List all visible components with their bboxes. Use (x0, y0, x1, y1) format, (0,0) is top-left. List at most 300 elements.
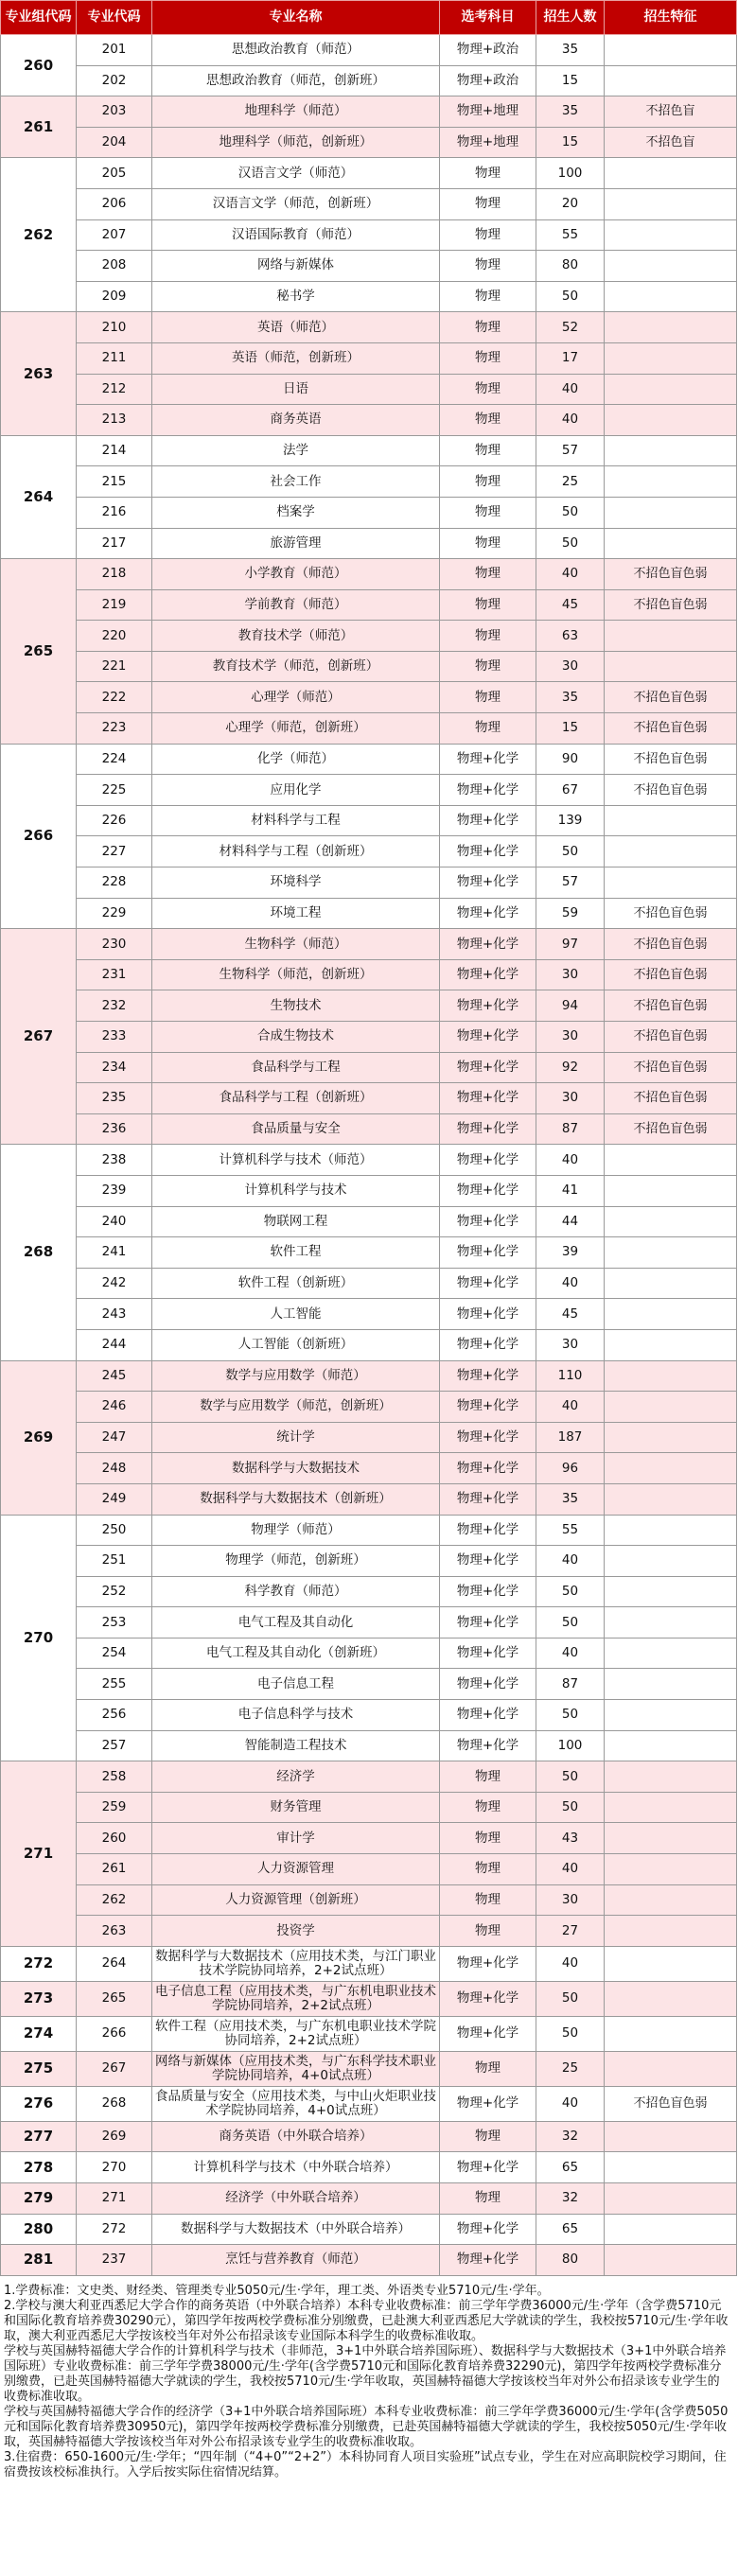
quota-cell: 50 (536, 1607, 605, 1638)
major-name-cell: 数据科学与大数据技术 (152, 1453, 440, 1484)
subjects-cell: 物理+化学 (440, 1113, 536, 1145)
subjects-cell: 物理+地理 (440, 96, 536, 128)
group-code-cell: 271 (1, 1761, 77, 1947)
subjects-cell: 物理 (440, 251, 536, 282)
major-name-cell: 法学 (152, 435, 440, 466)
quota-cell: 50 (536, 2016, 605, 2051)
feature-cell: 不招色盲色弱 (605, 559, 737, 590)
major-name-cell: 网络与新媒体 (152, 251, 440, 282)
feature-cell (605, 1145, 737, 1176)
table-row (1, 1299, 737, 1330)
group-code-cell: 265 (1, 559, 77, 745)
feature-cell (605, 1884, 737, 1916)
major-code-cell: 252 (77, 1576, 152, 1607)
subjects-cell: 物理+化学 (440, 775, 536, 806)
quota-cell: 27 (536, 1916, 605, 1947)
subjects-cell: 物理+化学 (440, 1237, 536, 1269)
major-code-cell: 239 (77, 1175, 152, 1206)
footnotes (0, 2276, 736, 2484)
footnote: 学校与英国赫特福德大学合作的计算机科学与技术（非师范，3+1中外联合培养国际班）、数据科学与大数据技术（3+1中外联合培养国际班）专业收费标准：前三学年学费38000元/生·学年(含学费5710元和国际化教育培养费32290元)，第四学年按两校学费标准分别缴费，已赴英国赫特福德大学就读的学生，我校按5710元/生·学年收取，英国赫特福德大学按该校当年对外公布招录该专业学生的收费标准收取。 (4, 2343, 727, 2404)
table-row (1, 929, 737, 960)
subjects-cell: 物理+化学 (440, 1515, 536, 1546)
feature-cell (605, 188, 737, 219)
quota-cell: 17 (536, 342, 605, 374)
quota-cell: 40 (536, 1268, 605, 1299)
table-row (1, 1946, 737, 1981)
quota-cell: 30 (536, 1083, 605, 1114)
table-row (1, 1792, 737, 1823)
major-code-cell: 220 (77, 621, 152, 652)
major-name-cell: 物理学（师范，创新班） (152, 1546, 440, 1577)
header-features: 招生特征 (605, 1, 737, 35)
major-name-cell: 网络与新媒体（应用技术类，与广东科学技术职业学院协同培养，4+0试点班） (152, 2051, 440, 2086)
footnote: 学校与英国赫特福德大学合作的经济学（3+1中外联合培养国际班）本科专业收费标准：前三学年学费36000元/生·学年(含学费5050元和国际化教育培养费30950元)，第四学年按两校学费标准分别缴费，已赴英国赫特福德大学就读的学生，我校按5050元/生·学年收取，英国赫特福德大学按该校当年对外公布招录该专业学生的收费标准收取。 (4, 2404, 729, 2449)
table-row (1, 1761, 737, 1793)
quota-cell: 30 (536, 1022, 605, 1053)
major-name-cell: 地理科学（师范，创新班） (152, 127, 440, 158)
major-code-cell: 251 (77, 1546, 152, 1577)
subjects-cell: 物理 (440, 651, 536, 682)
table-row (1, 1483, 737, 1515)
quota-cell: 139 (536, 805, 605, 836)
table-row (1, 405, 737, 436)
major-name-cell: 环境科学 (152, 867, 440, 899)
table-row (1, 651, 737, 682)
major-name-cell: 旅游管理 (152, 528, 440, 559)
major-name-cell: 人工智能 (152, 1299, 440, 1330)
major-code-cell: 266 (77, 2016, 152, 2051)
subjects-cell: 物理+化学 (440, 1206, 536, 1237)
group-code-cell: 281 (1, 2245, 77, 2276)
major-code-cell: 255 (77, 1669, 152, 1700)
feature-cell (605, 497, 737, 528)
feature-cell (605, 1946, 737, 1981)
subjects-cell: 物理+化学 (440, 1022, 536, 1053)
major-name-cell: 英语（师范） (152, 312, 440, 343)
table-row (1, 1206, 737, 1237)
table-row (1, 1175, 737, 1206)
feature-cell: 不招色盲色弱 (605, 990, 737, 1022)
major-code-cell: 250 (77, 1515, 152, 1546)
quota-cell: 55 (536, 219, 605, 251)
major-code-cell: 225 (77, 775, 152, 806)
table-row (1, 1916, 737, 1947)
subjects-cell: 物理 (440, 374, 536, 405)
feature-cell: 不招色盲色弱 (605, 589, 737, 621)
group-code-cell: 269 (1, 1360, 77, 1515)
major-code-cell: 235 (77, 1083, 152, 1114)
subjects-cell: 物理 (440, 435, 536, 466)
subjects-cell: 物理+化学 (440, 2214, 536, 2245)
subjects-cell: 物理+化学 (440, 898, 536, 929)
major-name-cell: 数学与应用数学（师范，创新班） (152, 1392, 440, 1423)
subjects-cell: 物理 (440, 1916, 536, 1947)
major-code-cell: 268 (77, 2086, 152, 2121)
quota-cell: 187 (536, 1422, 605, 1453)
subjects-cell: 物理+政治 (440, 35, 536, 66)
major-name-cell: 经济学 (152, 1761, 440, 1793)
major-name-cell: 审计学 (152, 1823, 440, 1854)
quota-cell: 57 (536, 867, 605, 899)
subjects-cell: 物理+化学 (440, 805, 536, 836)
major-code-cell: 208 (77, 251, 152, 282)
major-code-cell: 219 (77, 589, 152, 621)
table-row (1, 2051, 737, 2086)
group-code-cell: 263 (1, 312, 77, 435)
feature-cell: 不招色盲色弱 (605, 1083, 737, 1114)
major-code-cell: 202 (77, 65, 152, 96)
major-code-cell: 259 (77, 1792, 152, 1823)
subjects-cell: 物理+地理 (440, 127, 536, 158)
table-row (1, 1360, 737, 1392)
major-name-cell: 计算机科学与技术（中外联合培养） (152, 2152, 440, 2183)
major-code-cell: 230 (77, 929, 152, 960)
major-name-cell: 教育技术学（师范，创新班） (152, 651, 440, 682)
major-name-cell: 材料科学与工程（创新班） (152, 836, 440, 867)
group-code-cell: 276 (1, 2086, 77, 2121)
major-name-cell: 日语 (152, 374, 440, 405)
major-code-cell: 227 (77, 836, 152, 867)
table-row (1, 867, 737, 899)
table-row (1, 96, 737, 128)
feature-cell (605, 1823, 737, 1854)
table-row (1, 1884, 737, 1916)
subjects-cell: 物理+化学 (440, 744, 536, 775)
subjects-cell: 物理 (440, 1761, 536, 1793)
subjects-cell: 物理+化学 (440, 836, 536, 867)
major-code-cell: 258 (77, 1761, 152, 1793)
quota-cell: 50 (536, 1700, 605, 1731)
major-name-cell: 地理科学（师范） (152, 96, 440, 128)
table-row (1, 312, 737, 343)
major-name-cell: 软件工程（创新班） (152, 1268, 440, 1299)
quota-cell: 55 (536, 1515, 605, 1546)
table-row (1, 1392, 737, 1423)
subjects-cell: 物理+化学 (440, 867, 536, 899)
quota-cell: 25 (536, 2051, 605, 2086)
major-name-cell: 人力资源管理（创新班） (152, 1884, 440, 1916)
subjects-cell: 物理+化学 (440, 1607, 536, 1638)
major-code-cell: 210 (77, 312, 152, 343)
feature-cell (605, 1360, 737, 1392)
major-name-cell: 环境工程 (152, 898, 440, 929)
table-row (1, 1981, 737, 2016)
group-code-cell: 272 (1, 1946, 77, 1981)
major-name-cell: 投资学 (152, 1916, 440, 1947)
major-code-cell: 226 (77, 805, 152, 836)
table-row (1, 775, 737, 806)
quota-cell: 57 (536, 435, 605, 466)
major-code-cell: 263 (77, 1916, 152, 1947)
major-name-cell: 数据科学与大数据技术（创新班） (152, 1483, 440, 1515)
subjects-cell: 物理 (440, 1884, 536, 1916)
major-code-cell: 216 (77, 497, 152, 528)
major-code-cell: 271 (77, 2183, 152, 2215)
quota-cell: 40 (536, 1946, 605, 1981)
subjects-cell: 物理 (440, 1854, 536, 1885)
table-row (1, 589, 737, 621)
feature-cell (605, 312, 737, 343)
major-name-cell: 数据科学与大数据技术（中外联合培养） (152, 2214, 440, 2245)
quota-cell: 50 (536, 836, 605, 867)
quota-cell: 50 (536, 528, 605, 559)
subjects-cell: 物理 (440, 188, 536, 219)
major-name-cell: 电子信息工程 (152, 1669, 440, 1700)
table-row (1, 219, 737, 251)
feature-cell: 不招色盲色弱 (605, 929, 737, 960)
quota-cell: 40 (536, 1854, 605, 1885)
major-name-cell: 应用化学 (152, 775, 440, 806)
feature-cell: 不招色盲色弱 (605, 682, 737, 713)
group-code-cell: 278 (1, 2152, 77, 2183)
major-code-cell: 264 (77, 1946, 152, 1981)
feature-cell: 不招色盲色弱 (605, 713, 737, 745)
major-name-cell: 烹饪与营养教育（师范） (152, 2245, 440, 2276)
feature-cell (605, 2016, 737, 2051)
feature-cell (605, 528, 737, 559)
quota-cell: 44 (536, 1206, 605, 1237)
feature-cell (605, 2152, 737, 2183)
feature-cell (605, 1237, 737, 1269)
feature-cell: 不招色盲色弱 (605, 898, 737, 929)
quota-cell: 40 (536, 405, 605, 436)
major-code-cell: 244 (77, 1329, 152, 1360)
quota-cell: 63 (536, 621, 605, 652)
major-name-cell: 思想政治教育（师范） (152, 35, 440, 66)
group-code-cell: 261 (1, 96, 77, 158)
feature-cell (605, 836, 737, 867)
major-name-cell: 教育技术学（师范） (152, 621, 440, 652)
subjects-cell: 物理+化学 (440, 1299, 536, 1330)
group-code-cell: 260 (1, 35, 77, 96)
subjects-cell: 物理+化学 (440, 1175, 536, 1206)
major-name-cell: 小学教育（师范） (152, 559, 440, 590)
table-row (1, 621, 737, 652)
feature-cell: 不招色盲 (605, 96, 737, 128)
feature-cell (605, 251, 737, 282)
quota-cell: 30 (536, 651, 605, 682)
quota-cell: 50 (536, 1576, 605, 1607)
table-row (1, 2183, 737, 2215)
feature-cell: 不招色盲色弱 (605, 959, 737, 990)
table-row (1, 1515, 737, 1546)
quota-cell: 50 (536, 1981, 605, 2016)
subjects-cell: 物理+化学 (440, 1546, 536, 1577)
major-code-cell: 207 (77, 219, 152, 251)
subjects-cell: 物理+化学 (440, 1483, 536, 1515)
quota-cell: 100 (536, 158, 605, 189)
group-code-cell: 279 (1, 2183, 77, 2215)
subjects-cell: 物理+化学 (440, 1981, 536, 2016)
header-major-name: 专业名称 (152, 1, 440, 35)
table-row (1, 2245, 737, 2276)
major-name-cell: 材料科学与工程 (152, 805, 440, 836)
quota-cell: 100 (536, 1730, 605, 1761)
major-code-cell: 267 (77, 2051, 152, 2086)
quota-cell: 40 (536, 2086, 605, 2121)
table-row (1, 2121, 737, 2152)
feature-cell (605, 1700, 737, 1731)
subjects-cell: 物理+化学 (440, 959, 536, 990)
subjects-cell: 物理+化学 (440, 1360, 536, 1392)
major-name-cell: 数学与应用数学（师范） (152, 1360, 440, 1392)
quota-cell: 43 (536, 1823, 605, 1854)
feature-cell (605, 342, 737, 374)
feature-cell (605, 1638, 737, 1669)
major-code-cell: 213 (77, 405, 152, 436)
table-row (1, 1638, 737, 1669)
subjects-cell: 物理 (440, 1792, 536, 1823)
table-row (1, 836, 737, 867)
feature-cell (605, 2121, 737, 2152)
subjects-cell: 物理+化学 (440, 1946, 536, 1981)
quota-cell: 40 (536, 1145, 605, 1176)
table-row (1, 744, 737, 775)
major-name-cell: 生物科学（师范） (152, 929, 440, 960)
major-code-cell: 254 (77, 1638, 152, 1669)
header-major-code: 专业代码 (77, 1, 152, 35)
feature-cell (605, 65, 737, 96)
major-code-cell: 269 (77, 2121, 152, 2152)
feature-cell (605, 1916, 737, 1947)
major-name-cell: 社会工作 (152, 466, 440, 498)
table-row (1, 1113, 737, 1145)
feature-cell (605, 1792, 737, 1823)
quota-cell: 94 (536, 990, 605, 1022)
major-name-cell: 智能制造工程技术 (152, 1730, 440, 1761)
major-code-cell: 233 (77, 1022, 152, 1053)
major-code-cell: 249 (77, 1483, 152, 1515)
table-row (1, 374, 737, 405)
table-row (1, 1052, 737, 1083)
major-code-cell: 257 (77, 1730, 152, 1761)
table-row (1, 251, 737, 282)
feature-cell: 不招色盲色弱 (605, 1022, 737, 1053)
subjects-cell: 物理 (440, 682, 536, 713)
feature-cell (605, 1576, 737, 1607)
feature-cell (605, 1206, 737, 1237)
major-name-cell: 经济学（中外联合培养） (152, 2183, 440, 2215)
quota-cell: 50 (536, 281, 605, 312)
major-code-cell: 205 (77, 158, 152, 189)
major-name-cell: 电子信息科学与技术 (152, 1700, 440, 1731)
quota-cell: 92 (536, 1052, 605, 1083)
subjects-cell: 物理 (440, 2183, 536, 2215)
major-name-cell: 人力资源管理 (152, 1854, 440, 1885)
group-code-cell: 277 (1, 2121, 77, 2152)
feature-cell (605, 1854, 737, 1885)
major-name-cell: 英语（师范，创新班） (152, 342, 440, 374)
table-row (1, 497, 737, 528)
major-code-cell: 201 (77, 35, 152, 66)
table-row (1, 1730, 737, 1761)
table-row (1, 35, 737, 66)
table-row (1, 1823, 737, 1854)
major-code-cell: 261 (77, 1854, 152, 1885)
quota-cell: 32 (536, 2121, 605, 2152)
major-name-cell: 化学（师范） (152, 744, 440, 775)
major-code-cell: 221 (77, 651, 152, 682)
major-code-cell: 262 (77, 1884, 152, 1916)
subjects-cell: 物理+化学 (440, 1329, 536, 1360)
subjects-cell: 物理 (440, 158, 536, 189)
major-name-cell: 思想政治教育（师范，创新班） (152, 65, 440, 96)
subjects-cell: 物理+化学 (440, 1453, 536, 1484)
major-name-cell: 计算机科学与技术 (152, 1175, 440, 1206)
subjects-cell: 物理 (440, 405, 536, 436)
quota-cell: 40 (536, 374, 605, 405)
subjects-cell: 物理+化学 (440, 2086, 536, 2121)
subjects-cell: 物理+化学 (440, 1145, 536, 1176)
feature-cell (605, 2245, 737, 2276)
major-name-cell: 科学教育（师范） (152, 1576, 440, 1607)
table-row (1, 805, 737, 836)
group-code-cell: 275 (1, 2051, 77, 2086)
feature-cell (605, 1453, 737, 1484)
header-subjects: 选考科目 (440, 1, 536, 35)
quota-cell: 40 (536, 1546, 605, 1577)
major-code-cell: 245 (77, 1360, 152, 1392)
quota-cell: 65 (536, 2152, 605, 2183)
table-row (1, 2016, 737, 2051)
major-code-cell: 232 (77, 990, 152, 1022)
major-code-cell: 247 (77, 1422, 152, 1453)
table-row (1, 1422, 737, 1453)
quota-cell: 59 (536, 898, 605, 929)
major-name-cell: 物联网工程 (152, 1206, 440, 1237)
feature-cell (605, 805, 737, 836)
quota-cell: 80 (536, 2245, 605, 2276)
table-row (1, 158, 737, 189)
subjects-cell: 物理+化学 (440, 1268, 536, 1299)
feature-cell: 不招色盲 (605, 127, 737, 158)
major-name-cell: 商务英语（中外联合培养） (152, 2121, 440, 2152)
major-code-cell: 234 (77, 1052, 152, 1083)
group-code-cell: 267 (1, 929, 77, 1145)
feature-cell (605, 35, 737, 66)
quota-cell: 45 (536, 1299, 605, 1330)
subjects-cell: 物理 (440, 281, 536, 312)
table-row (1, 1329, 737, 1360)
feature-cell (605, 2214, 737, 2245)
feature-cell (605, 158, 737, 189)
subjects-cell: 物理+政治 (440, 65, 536, 96)
major-name-cell: 食品科学与工程（创新班） (152, 1083, 440, 1114)
table-row (1, 466, 737, 498)
subjects-cell: 物理+化学 (440, 1638, 536, 1669)
footnote: 3.住宿费：650-1600元/生·学年；“四年制（“4+0”“2+2”）本科协同育人项目实验班”试点专业，学生在对应高职院校学习期间，住宿费按该校标准执行。入学后按实际住宿情况结算。 (4, 2449, 727, 2480)
quota-cell: 67 (536, 775, 605, 806)
table-header-row (1, 1, 737, 35)
major-code-cell: 217 (77, 528, 152, 559)
feature-cell: 不招色盲色弱 (605, 1113, 737, 1145)
quota-cell: 90 (536, 744, 605, 775)
quota-cell: 39 (536, 1237, 605, 1269)
feature-cell (605, 1268, 737, 1299)
subjects-cell: 物理+化学 (440, 2245, 536, 2276)
major-name-cell: 数据科学与大数据技术（应用技术类，与江门职业技术学院协同培养，2+2试点班） (152, 1946, 440, 1981)
major-code-cell: 209 (77, 281, 152, 312)
quota-cell: 96 (536, 1453, 605, 1484)
major-name-cell: 合成生物技术 (152, 1022, 440, 1053)
major-name-cell: 食品科学与工程 (152, 1052, 440, 1083)
major-name-cell: 学前教育（师范） (152, 589, 440, 621)
table-row (1, 1268, 737, 1299)
subjects-cell: 物理 (440, 528, 536, 559)
major-name-cell: 档案学 (152, 497, 440, 528)
subjects-cell: 物理+化学 (440, 929, 536, 960)
feature-cell (605, 867, 737, 899)
